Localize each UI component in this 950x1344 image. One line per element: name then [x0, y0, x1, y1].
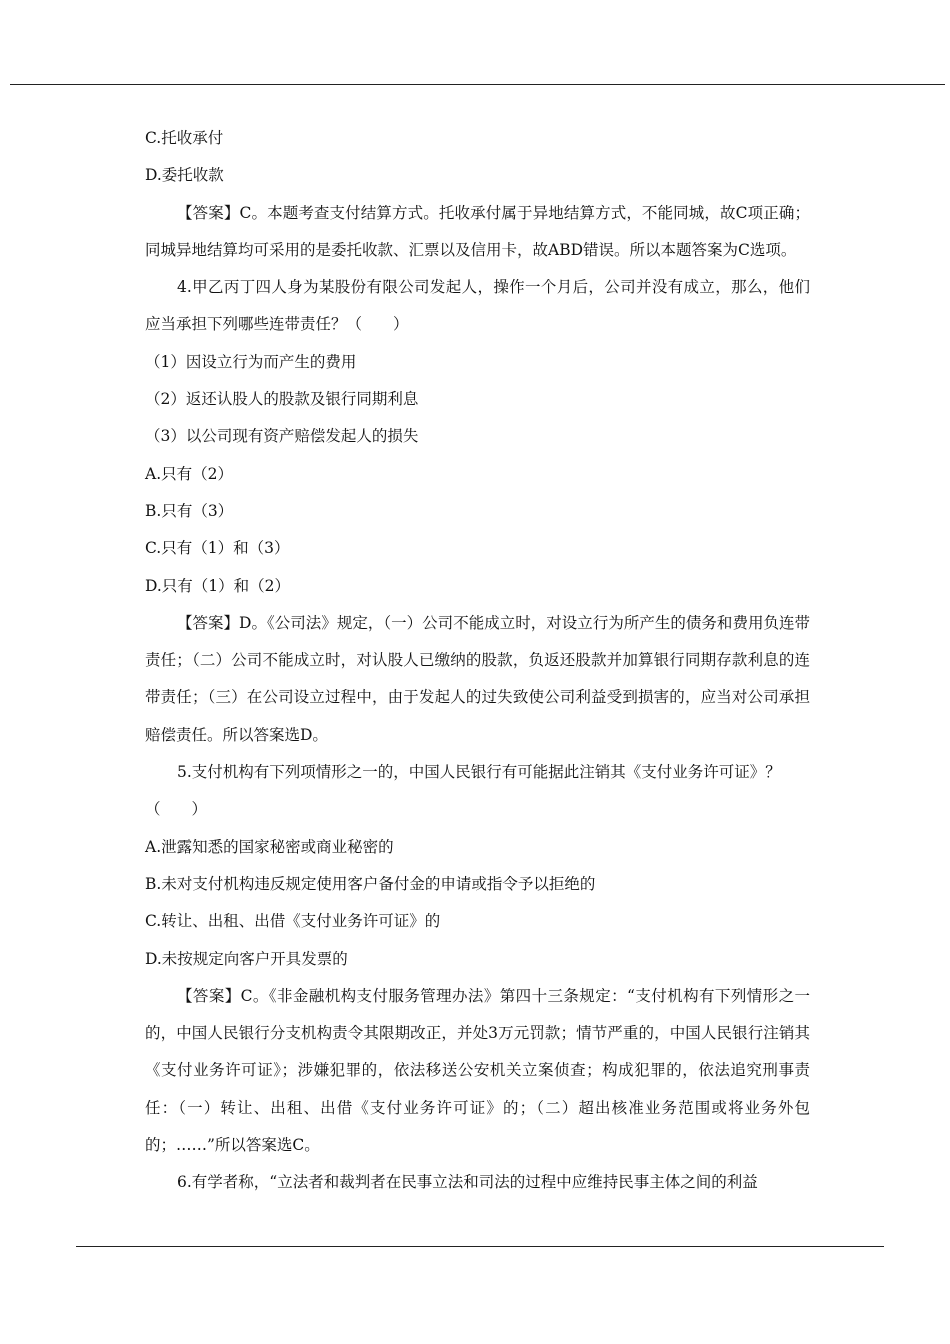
q4-item-1: （1）因设立行为而产生的费用: [145, 352, 357, 371]
question-6: 6.有学者称，“立法者和裁判者在民事立法和司法的过程中应维持民事主体之间的利益: [177, 1173, 758, 1192]
footer-rule: [76, 1246, 884, 1247]
option-d-q5: D.未按规定向客户开具发票的: [145, 949, 348, 968]
option-b-q5: B.未对支付机构违反规定使用客户备付金的申请或指令予以拒绝的: [145, 874, 596, 893]
option-c-q4: C.只有（1）和（3）: [145, 539, 290, 558]
question-5-blank: （ ）: [145, 800, 208, 819]
q4-item-2: （2）返还认股人的股款及银行同期利息: [145, 390, 419, 409]
answer-q3: 【答案】C。本题考查支付结算方式。托收承付属于异地结算方式，不能同城，故C项正确；同城异地结算均可采用的是委托收款、汇票以及信用卡，故ABD错误。所以本题答案为C选项。: [145, 203, 810, 259]
answer-q5: 【答案】C。《非金融机构支付服务管理办法》第四十三条规定：“支付机构有下列情形之一的，中国人民银行分支机构责令其限期改正，并处3万元罚款；情节严重的，中国人民银行注销其《支付业务许可证》；涉嫌犯罪的，依法移送公安机关立案侦查；构成犯罪的，依法追究刑事责任：（一）转让、出租、出借《支付业务许可证》的；（二）超出核准业务范围或将业务外包的；……”所以答案选C。: [145, 986, 810, 1155]
option-a-q5: A.泄露知悉的国家秘密或商业秘密的: [145, 837, 394, 856]
option-d-q3: D.委托收款: [145, 166, 224, 185]
answer-q4: 【答案】D。《公司法》规定，（一）公司不能成立时，对设立行为所产生的债务和费用负连带责任；（二）公司不能成立时，对认股人已缴纳的股款，负返还股款并加算银行同期存款利息的连带责任；（三）在公司设立过程中，由于发起人的过失致使公司利益受到损害的，应当对公司承担赔偿责任。所以答案选D。: [145, 613, 810, 744]
option-b-q4: B.只有（3）: [145, 501, 234, 520]
question-5: 5.支付机构有下列项情形之一的，中国人民银行有可能据此注销其《支付业务许可证》？: [177, 763, 781, 782]
option-d-q4: D.只有（1）和（2）: [145, 576, 291, 595]
q4-item-3: （3）以公司现有资产赔偿发起人的损失: [145, 427, 419, 446]
option-a-q4: A.只有（2）: [145, 464, 233, 483]
question-4: 4.甲乙丙丁四人身为某股份有限公司发起人，操作一个月后，公司并没有成立，那么，他们应当承担下列哪些连带责任？（ ）: [145, 278, 810, 334]
header-rule: [10, 84, 945, 85]
page-body: [145, 120, 810, 1202]
option-c-q5: C.转让、出租、出借《支付业务许可证》的: [145, 912, 441, 931]
option-c-q3: C.托收承付: [145, 129, 224, 147]
